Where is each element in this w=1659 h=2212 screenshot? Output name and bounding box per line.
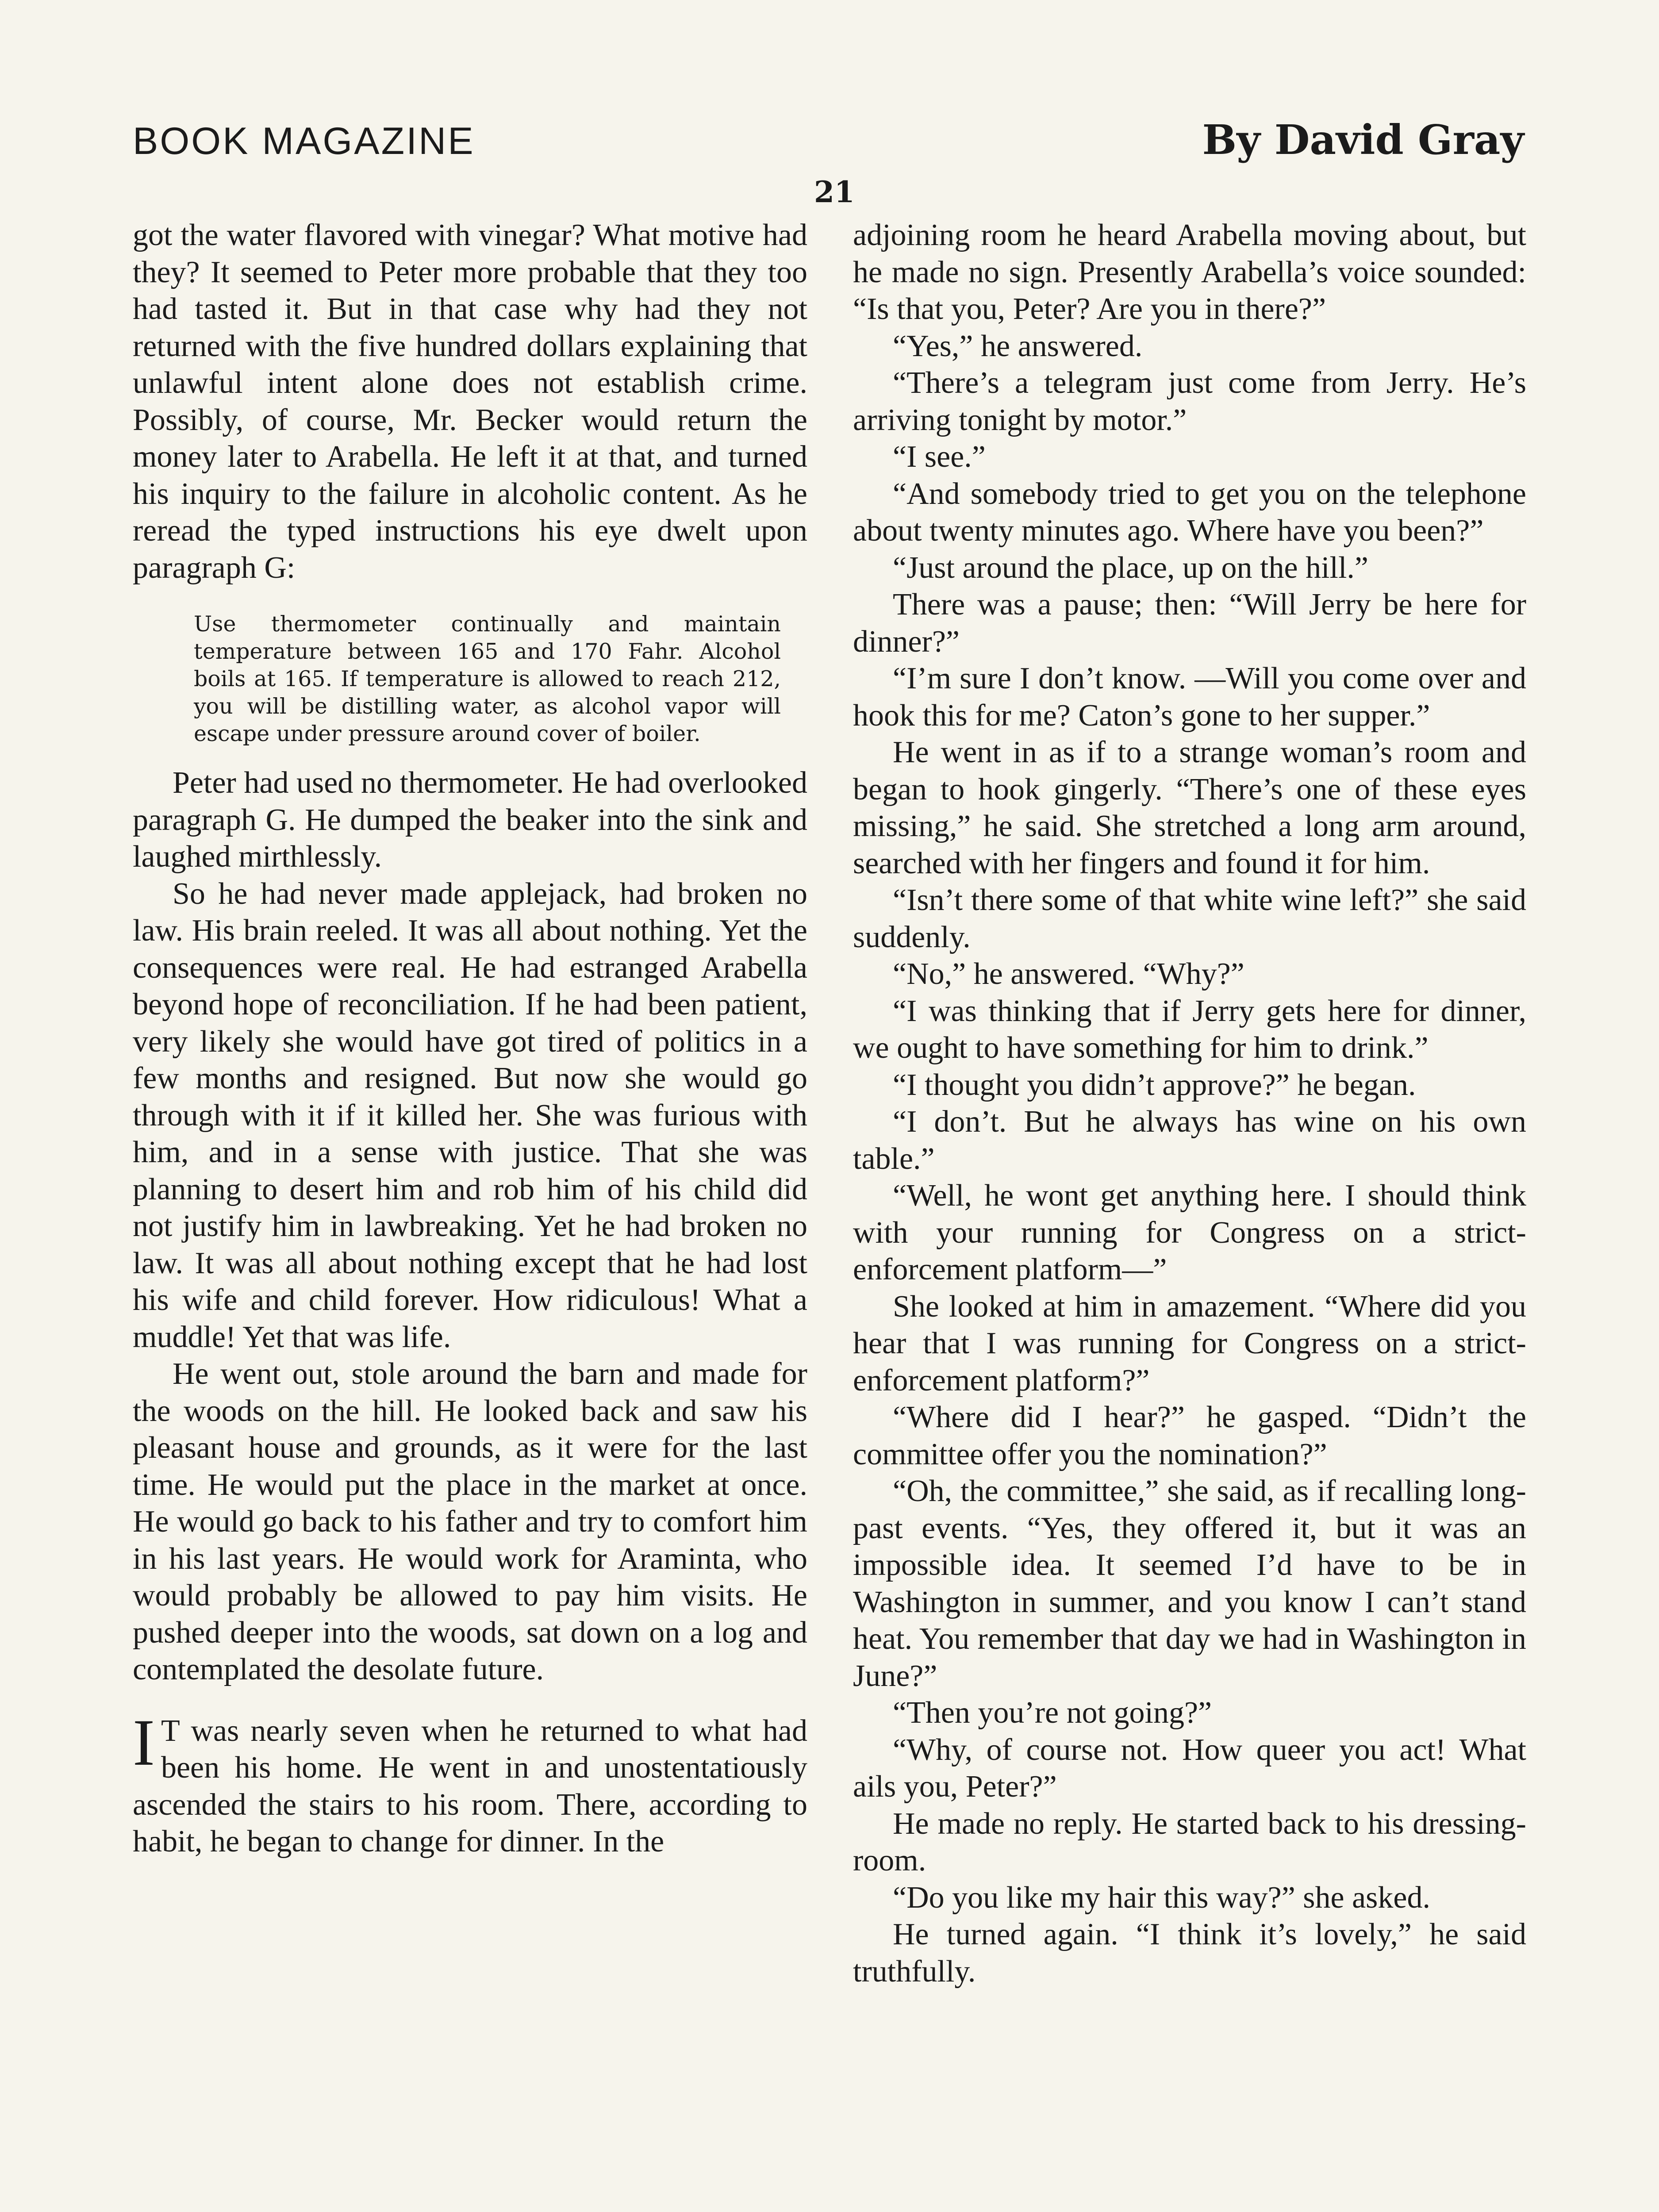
dialogue-paragraph: “Isn’t there some of that white wine left?” she said suddenly. bbox=[853, 883, 1526, 954]
section-start-paragraph bbox=[133, 1705, 807, 1860]
dialogue-paragraph: “There’s a telegram just come from Jerry. He’s arriving tonight by motor.” bbox=[853, 366, 1526, 437]
dialogue-paragraph: adjoining room he heard Arabella moving about, but he made no sign. Presently Arabella’s voice sounded: “Is that you, Peter? Are you in there?” bbox=[853, 218, 1526, 326]
paragraph-text: T was nearly seven when he returned to what had been his home. He went in and unostentatiously ascended the stairs to his room. There, according to habit, he began to change for dinner. In the bbox=[133, 1713, 807, 1859]
dialogue-paragraph: “I don’t. But he always has wine on his own table.” bbox=[853, 1105, 1526, 1176]
dialogue-paragraph: He made no reply. He started back to his dressing-room. bbox=[853, 1806, 1526, 1878]
dialogue-paragraph: “I was thinking that if Jerry gets here for dinner, we ought to have something for him to drink.” bbox=[853, 994, 1526, 1065]
dialogue-paragraph: “I thought you didn’t approve?” he began. bbox=[893, 1068, 1416, 1102]
paragraph: So he had never made applejack, had broken no law. His brain reeled. It was all about nothing. Yet the consequences were real. He had estranged Arabella beyond hope of reconciliation. If he had been patient, very likely she would have got tired of politics in a few months and resigned. But now she would go through with it if it killed her. She was furious with him, and in a sense with justice. That she was planning to desert him and rob him of his child did not justify him in lawbreaking. Yet he had broken no law. It was all about nothing except that he had lost his wife and child forever. How ridiculous! What a muddle! Yet that was life. bbox=[133, 876, 807, 1354]
dialogue-paragraph: He went in as if to a strange woman’s room and began to hook gingerly. “There’s one of these eyes missing,” he said. She stretched a long arm around, searched with her fingers and found it for him. bbox=[853, 735, 1526, 880]
left-column bbox=[133, 217, 807, 1860]
drop-cap: I bbox=[133, 1705, 155, 1779]
dialogue-paragraph: She looked at him in amazement. “Where did you hear that I was running for Congress on a strict-enforcement platform?” bbox=[853, 1289, 1526, 1398]
paragraph: got the water flavored with vinegar? What motive had they? It seemed to Peter more probable that they too had tasted it. But in that case why had they not returned with the five hundred dollars explaining that unlawful intent alone does not establish crime. Possibly, of course, Mr. Becker would return the money later to Arabella. He left it at that, and turned his inquiry to the failure in alcoholic content. As he reread the typed instructions his eye dwelt upon paragraph G: bbox=[133, 218, 807, 585]
dialogue-paragraph: “Why, of course not. How queer you act! What ails you, Peter?” bbox=[853, 1732, 1526, 1804]
instruction-quote: Use thermometer continually and maintain temperature between 165 and 170 Fahr. Alcohol boils at 165. If temperature is allowed to reach 212, you will be distilling water, as alcohol vapor will escape under pressure around cover of boiler. bbox=[194, 611, 781, 746]
dialogue-paragraph: “Then you’re not going?” bbox=[893, 1696, 1212, 1730]
dialogue-paragraph: “Yes,” he answered. bbox=[893, 329, 1143, 363]
paragraph: He went out, stole around the barn and made for the woods on the hill. He looked back and saw his pleasant house and grounds, as it were for the last time. He would put the place in the market at once. He would go back to his father and try to comfort him in his last years. He would work for Araminta, who would probably be allowed to pay him visits. He pushed deeper into the woods, sat down on a log and contemplated the desolate future. bbox=[133, 1357, 807, 1686]
dialogue-paragraph: “No,” he answered. “Why?” bbox=[893, 957, 1244, 991]
dialogue-paragraph: “Do you like my hair this way?” she asked. bbox=[893, 1880, 1430, 1915]
dialogue-paragraph: “And somebody tried to get you on the telephone about twenty minutes ago. Where have you been?” bbox=[853, 476, 1526, 548]
magazine-title: BOOK MAGAZINE bbox=[133, 120, 475, 162]
dialogue-paragraph: “I see.” bbox=[893, 440, 986, 474]
dialogue-paragraph: “I’m sure I don’t know. —Will you come over and hook this for me? Caton’s gone to her supper.” bbox=[853, 661, 1526, 733]
dialogue-paragraph: “Well, he wont get anything here. I should think with your running for Congress on a strict-enforcement platform—” bbox=[853, 1179, 1526, 1286]
author-byline: By David Gray bbox=[1202, 116, 1524, 164]
dialogue-paragraph: “Oh, the committee,” she said, as if recalling long-past events. “Yes, they offered it, but it was an impossible idea. It seemed I’d have to be in Washington in summer, and you know I can’t stand heat. You remember that day we had in Washington in June?” bbox=[853, 1474, 1526, 1693]
dialogue-paragraph: There was a pause; then: “Will Jerry be here for dinner?” bbox=[853, 588, 1526, 659]
paragraph: Peter had used no thermometer. He had overlooked paragraph G. He dumped the beaker into the sink and laughed mirthlessly. bbox=[133, 766, 807, 874]
dialogue-paragraph: He turned again. “I think it’s lovely,” he said truthfully. bbox=[853, 1917, 1526, 1989]
page-number: 21 bbox=[814, 175, 855, 209]
right-column bbox=[853, 217, 1526, 1990]
dialogue-paragraph: “Just around the place, up on the hill.” bbox=[893, 550, 1368, 585]
dialogue-paragraph: “Where did I hear?” he gasped. “Didn’t the committee offer you the nomination?” bbox=[853, 1400, 1526, 1471]
